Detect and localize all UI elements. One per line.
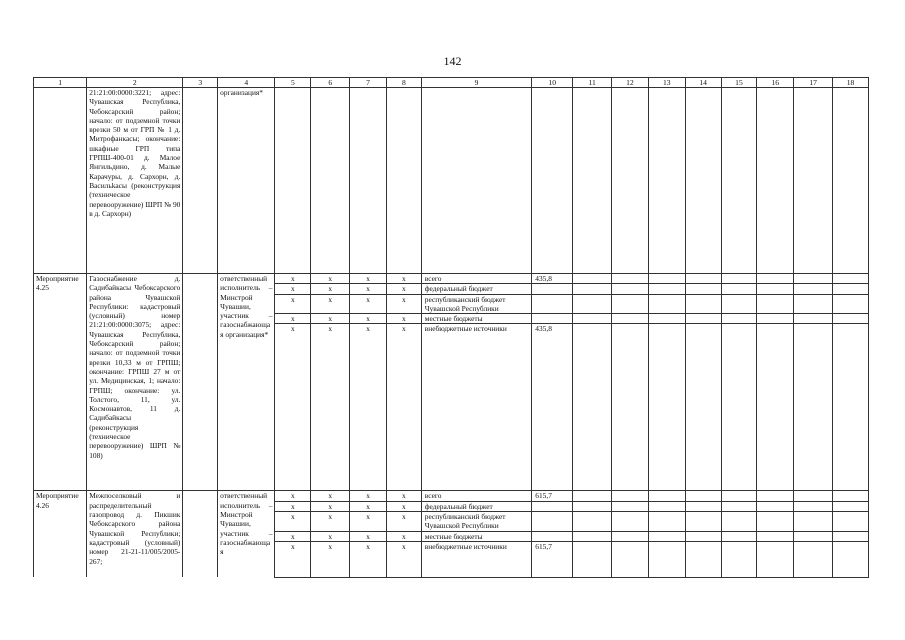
colnum-4: 4: [218, 78, 275, 88]
mark-cell: x: [275, 294, 311, 314]
funding-value: [532, 314, 573, 324]
object-description: Газоснабжение д. Садибайкасы Чебоксарского района Чувашской Республики: кадастровый (условный) номер 21:21:00:0000:3075; адрес: Чувашская Республика, Чебоксарский район; начало: от подземной точки врезки 10,33 м от ГРПШ; окончание: ГРПШ 27 м от ул. Медицинская, 1; начало: ГРПШ; окончание: ул. Толстого, 11, ул. Космонавтов, 11 д. Садибайкасы (реконструкция (техническое перевооружение) ШРП № 108): [87, 274, 183, 491]
colnum-13: 13: [648, 78, 685, 88]
mark-cell: x: [311, 501, 350, 511]
mark-cell: x: [275, 512, 311, 532]
mark-cell: x: [350, 512, 387, 532]
colnum-16: 16: [757, 78, 794, 88]
funding-value: [532, 512, 573, 532]
mark-cell: x: [386, 541, 421, 551]
colnum-5: 5: [275, 78, 311, 88]
mark-cell: x: [275, 324, 311, 334]
mark-cell: x: [275, 284, 311, 294]
funding-source: республиканский бюджет Чувашской Республики: [421, 512, 532, 532]
funding-source: местные бюджеты: [421, 531, 532, 541]
mark-cell: x: [311, 531, 350, 541]
colnum-9: 9: [421, 78, 532, 88]
mark-cell: x: [386, 324, 421, 334]
mark-cell: x: [386, 284, 421, 294]
mark-cell: x: [386, 531, 421, 541]
mark-cell: x: [311, 512, 350, 532]
mark-cell: x: [311, 324, 350, 334]
funding-value: 615,7: [532, 491, 573, 501]
mark-cell: x: [350, 294, 387, 314]
mark-cell: x: [386, 274, 421, 284]
mark-cell: x: [350, 491, 387, 501]
mark-cell: x: [311, 491, 350, 501]
funding-source: федеральный бюджет: [421, 284, 532, 294]
colnum-15: 15: [721, 78, 757, 88]
colnum-7: 7: [350, 78, 387, 88]
colnum-17: 17: [794, 78, 833, 88]
mark-cell: x: [311, 541, 350, 551]
mark-cell: x: [311, 274, 350, 284]
colnum-8: 8: [386, 78, 421, 88]
mark-cell: x: [350, 541, 387, 551]
funding-value: 435,8: [532, 274, 573, 284]
table-row: [34, 491, 869, 501]
mark-cell: x: [386, 294, 421, 314]
colnum-14: 14: [685, 78, 721, 88]
colnum-1: 1: [34, 78, 87, 88]
event-label: Мероприятие 4.25: [34, 274, 87, 491]
colnum-3: 3: [183, 78, 218, 88]
colnum-2: 2: [87, 78, 183, 88]
colnum-10: 10: [532, 78, 573, 88]
funding-value: [532, 284, 573, 294]
mark-cell: x: [275, 501, 311, 511]
colnum-6: 6: [311, 78, 350, 88]
table-row: [34, 274, 869, 284]
mark-cell: x: [350, 531, 387, 541]
mark-cell: x: [311, 284, 350, 294]
mark-cell: x: [386, 314, 421, 324]
colnum-11: 11: [573, 78, 612, 88]
column-number-row: [34, 78, 869, 88]
funding-value: [532, 294, 573, 314]
funding-source: федеральный бюджет: [421, 501, 532, 511]
funding-source: внебюджетные источники: [421, 324, 532, 334]
event-label: Мероприятие 4.26: [34, 491, 87, 577]
responsible-executor: ответственный исполнитель – Минстрой Чувашии, участник – газоснабжающая организация*: [218, 274, 275, 491]
colnum-18: 18: [833, 78, 869, 88]
responsible-executor: ответственный исполнитель – Минстрой Чувашии, участник – газоснабжающая: [218, 491, 275, 577]
mark-cell: x: [386, 501, 421, 511]
funding-source: местные бюджеты: [421, 314, 532, 324]
program-table: [33, 77, 869, 578]
mark-cell: x: [275, 274, 311, 284]
mark-cell: x: [275, 314, 311, 324]
object-description: 21:21:00:0000:3221; адрес: Чувашская Республика, Чебоксарский район; начало: от подземной точки врезки 50 м от ГРП № 1 д. Митрофанкасы; окончание: шкафные ГРП типа ГРПШ-400-01 д. Малое Янгильдино, д. Малые Карачуры, д. Сархорн, д. Васильkасы (реконструкция (техническое перевооружение) ШРП № 90 в д. Сархорн): [87, 88, 183, 274]
object-description: Межпоселковый и распределительный газопровод д. Пикшик Чебоксарского района Чувашской Республики; кадастровый (условный) номер 21-21-11/005/2005-267;: [87, 491, 183, 577]
mark-cell: x: [311, 314, 350, 324]
mark-cell: x: [386, 491, 421, 501]
table-row: [34, 88, 869, 274]
mark-cell: x: [350, 284, 387, 294]
mark-cell: x: [275, 531, 311, 541]
funding-value: 435,8: [532, 324, 573, 334]
funding-source: внебюджетные источники: [421, 541, 532, 551]
mark-cell: x: [350, 501, 387, 511]
page-number: 142: [443, 54, 462, 68]
mark-cell: x: [311, 294, 350, 314]
funding-value: 615,7: [532, 541, 573, 551]
responsible-executor: организация*: [218, 88, 275, 274]
mark-cell: x: [350, 314, 387, 324]
mark-cell: x: [275, 541, 311, 551]
mark-cell: x: [386, 512, 421, 532]
mark-cell: x: [275, 491, 311, 501]
mark-cell: x: [350, 324, 387, 334]
funding-source: всего: [421, 491, 532, 501]
funding-value: [532, 531, 573, 541]
funding-source: республиканский бюджет Чувашской Республики: [421, 294, 532, 314]
mark-cell: x: [350, 274, 387, 284]
funding-value: [532, 501, 573, 511]
colnum-12: 12: [612, 78, 649, 88]
funding-source: всего: [421, 274, 532, 284]
